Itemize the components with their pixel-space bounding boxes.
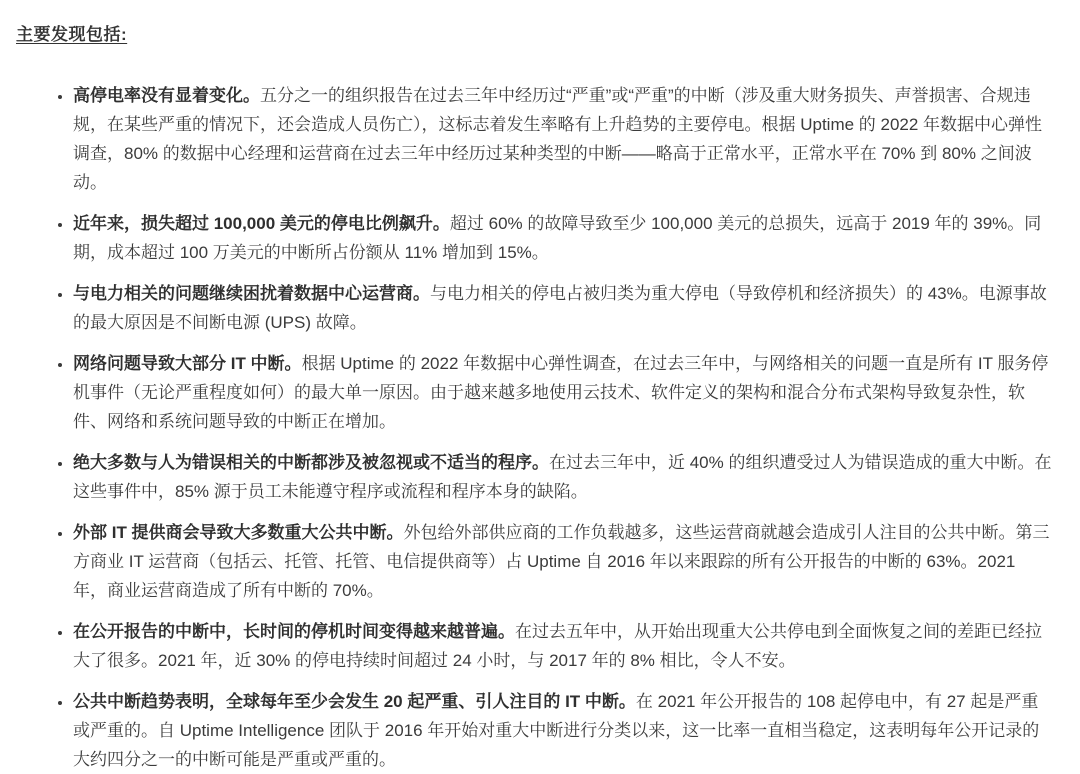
finding-item <box>73 349 1052 436</box>
finding-body: 外包给外部供应商的工作负载越多，这些运营商就越会造成引人注目的公共中断。第三方商业 IT 运营商（包括云、托管、托管、电信提供商等）占 Uptime 自 2016 年以来跟踪的所有公开报告的中断的 63%。2021 年，商业运营商造成了所有中断的 70%。 <box>73 523 1050 600</box>
document-body <box>16 20 1052 774</box>
finding-lead: 公共中断趋势表明，全球每年至少会发生 20 起严重、引人注目的 IT 中断。 <box>73 692 636 711</box>
finding-item <box>73 209 1052 267</box>
finding-body: 在过去五年中，从开始出现重大公共停电到全面恢复之间的差距已经拉大了很多。2021 年，近 30% 的停电持续时间超过 24 小时，与 2017 年的 8% 相比，令人不安。 <box>73 622 1042 670</box>
finding-lead: 在公开报告的中断中，长时间的停机时间变得越来越普遍。 <box>73 622 515 641</box>
finding-lead: 高停电率没有显着变化。 <box>73 86 260 105</box>
finding-body: 与电力相关的停电占被归类为重大停电（导致停机和经济损失）的 43%。电源事故的最大原因是不间断电源 (UPS) 故障。 <box>73 284 1047 332</box>
finding-body: 在 2021 年公开报告的 108 起停电中，有 27 起是严重或严重的。自 Uptime Intelligence 团队于 2016 年开始对重大中断进行分类以来，这一比率一直相当稳定，这表明每年公开记录的大约四分之一的中断可能是严重或严重的。 <box>73 692 1040 769</box>
finding-body: 超过 60% 的故障导致至少 100,000 美元的总损失，远高于 2019 年的 39%。同期，成本超过 100 万美元的中断所占份额从 11% 增加到 15%。 <box>73 214 1042 262</box>
finding-item <box>73 617 1052 675</box>
finding-item <box>73 81 1052 197</box>
finding-item <box>73 448 1052 506</box>
finding-body: 五分之一的组织报告在过去三年中经历过“严重”或“严重”的中断（涉及重大财务损失、声誉损害、合规违规，在某些严重的情况下，还会造成人员伤亡），这标志着发生率略有上升趋势的主要停电。根据 Uptime 的 2022 年数据中心弹性调查，80% 的数据中心经理和运营商在过去三年中经历过某种类型的中断——略高于正常水平，正常水平在 70% 到 80% 之间波动。 <box>73 86 1043 192</box>
finding-body: 根据 Uptime 的 2022 年数据中心弹性调查，在过去三年中，与网络相关的问题一直是所有 IT 服务停机事件（无论严重程度如何）的最大单一原因。由于越来越多地使用云技术、软件定义的架构和混合分布式架构导致复杂性，软件、网络和系统问题导致的中断正在增加。 <box>73 354 1049 431</box>
page-title: 主要发现包括: <box>16 25 128 44</box>
finding-item <box>73 518 1052 605</box>
finding-lead: 绝大多数与人为错误相关的中断都涉及被忽视或不适当的程序。 <box>73 453 549 472</box>
finding-lead: 近年来，损失超过 100,000 美元的停电比例飙升。 <box>73 214 450 233</box>
finding-item <box>73 279 1052 337</box>
finding-body: 在过去三年中，近 40% 的组织遭受过人为错误造成的重大中断。在这些事件中，85% 源于员工未能遵守程序或流程和程序本身的缺陷。 <box>73 453 1052 501</box>
finding-item <box>73 687 1052 774</box>
findings-list <box>16 81 1052 774</box>
finding-lead: 网络问题导致大部分 IT 中断。 <box>73 354 302 373</box>
finding-lead: 外部 IT 提供商会导致大多数重大公共中断。 <box>73 523 404 542</box>
finding-lead: 与电力相关的问题继续困扰着数据中心运营商。 <box>73 284 430 303</box>
